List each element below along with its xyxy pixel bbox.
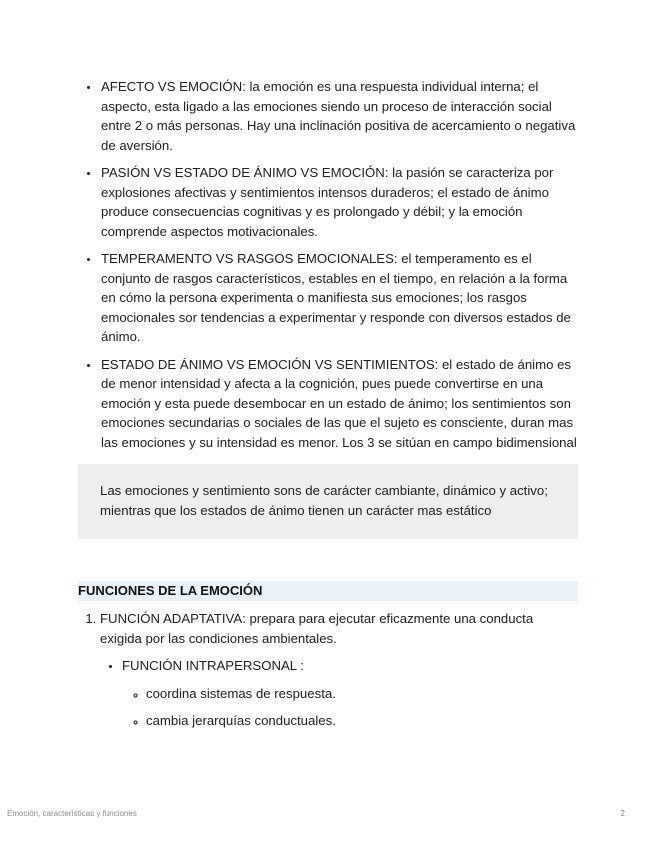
list-item [100, 609, 578, 731]
footer-document-title: Emoción, características y funciones [7, 809, 137, 818]
sub-list [100, 656, 578, 731]
nested-sub-list [122, 684, 578, 731]
list-item: • ESTADO DE ÁNIMO VS EMOCIÓN VS SENTIMIENTOS: el estado de ánimo es de menor intensidad y afecta a la cognición, pues puede convertirse en una emoción y esta puede desembocar en un estado de ánimo; los sentimientos son emociones secundarias o sociales de las que el sujeto es consciente, duran mas las emociones y su intensidad es menor. Los 3 se sitúan en campo bidimensional [100, 355, 578, 453]
section-heading: FUNCIONES DE LA EMOCIÓN [78, 581, 578, 601]
page-number: 2 [620, 809, 625, 818]
list-item: • PASIÓN VS ESTADO DE ÁNIMO VS EMOCIÓN: la pasión se caracteriza por explosiones afectivas y sentimientos intensos duraderos; el estado de ánimo produce consecuencias cognitivas y es prolongado y débil; y la emoción comprende aspectos motivacionales. [100, 163, 578, 241]
list-item: ◦ cambia jerarquías conductuales. [146, 711, 578, 731]
callout-text: Las emociones y sentimiento sons de carácter cambiante, dinámico y activo; mientras que los estados de ánimo tienen un carácter mas estático [100, 483, 548, 518]
callout-box [78, 464, 578, 539]
comparison-list [78, 77, 578, 452]
list-item: • AFECTO VS EMOCIÓN: la emoción es una respuesta individual interna; el aspecto, esta ligado a las emociones siendo un proceso de interacción social entre 2 o más personas. Hay una inclinación positiva de acercamiento o negativa de aversión. [100, 77, 578, 155]
functions-list [78, 609, 578, 731]
list-item-text: FUNCIÓN ADAPTATIVA: prepara para ejecutar eficazmente una conducta exigida por las condiciones ambientales. [100, 611, 534, 646]
sub-list-label: FUNCIÓN INTRAPERSONAL : [122, 658, 304, 673]
list-item [122, 656, 578, 731]
list-item: ◦ coordina sistemas de respuesta. [146, 684, 578, 704]
list-item: • TEMPERAMENTO VS RASGOS EMOCIONALES: el temperamento es el conjunto de rasgos característicos, estables en el tiempo, en relación a la forma en cómo la persona experimenta o manifiesta sus emociones; los rasgos emocionales sor tendencias a experimentar y responde con diversos estados de ánimo. [100, 249, 578, 347]
document-body [78, 77, 578, 739]
